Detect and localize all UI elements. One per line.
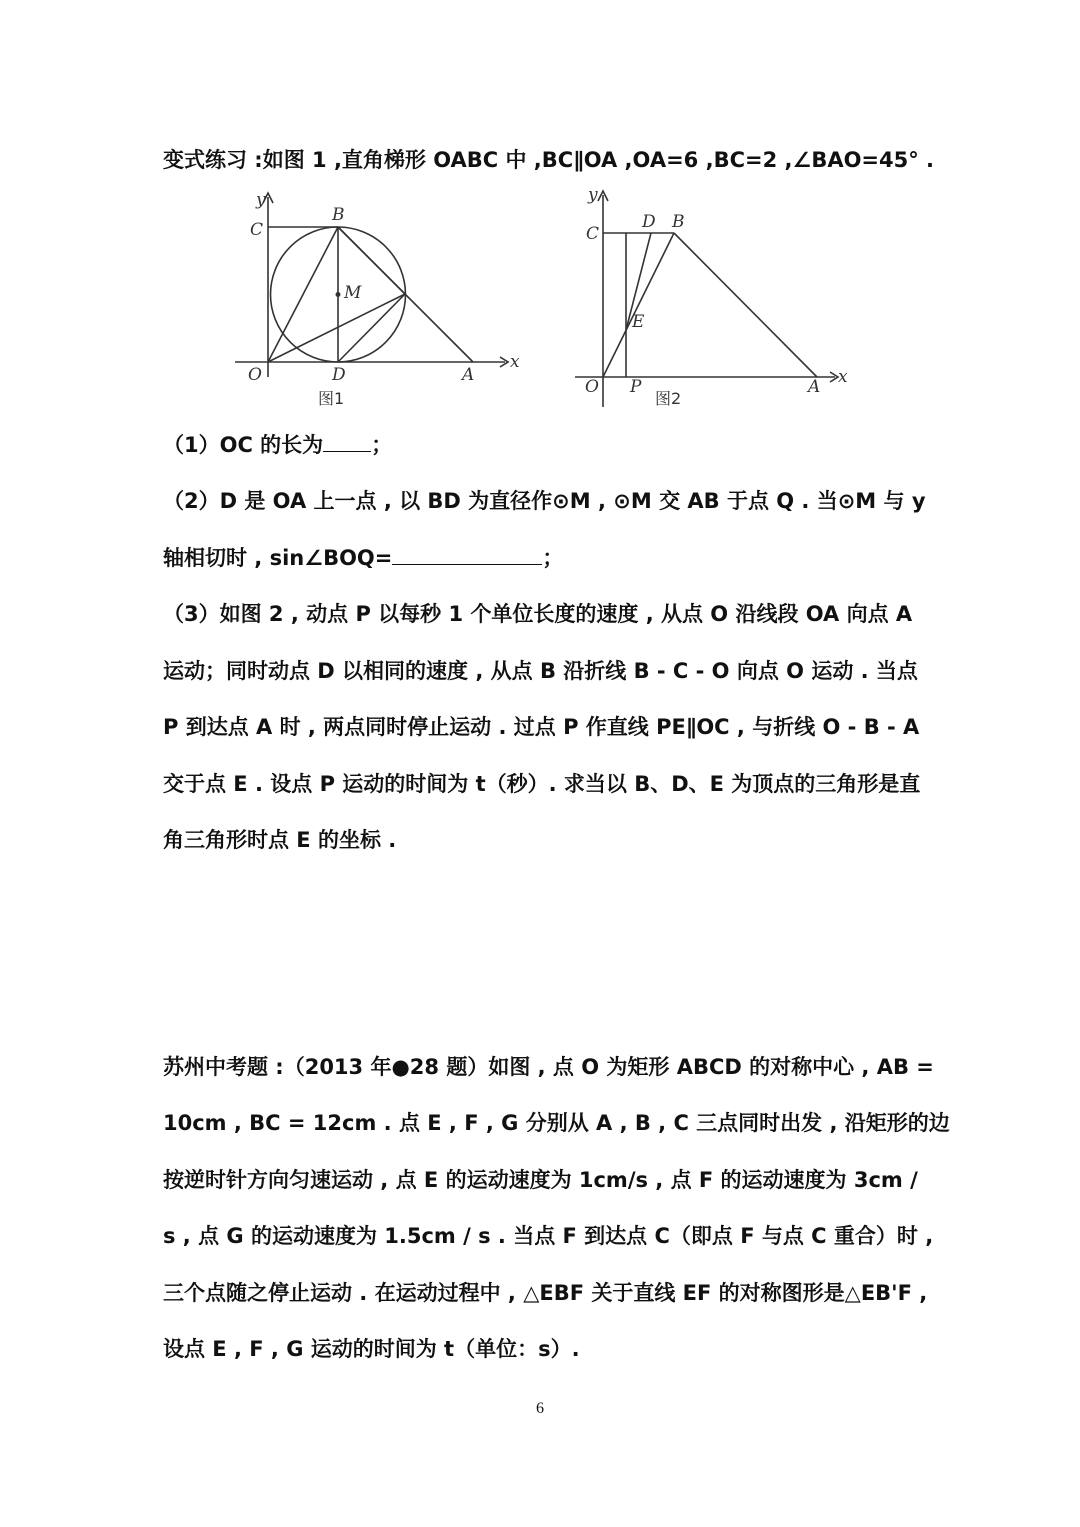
problem2-line-4: s , 点 G 的运动速度为 1.5cm / s . 当点 F 到达点 C（即点 F 与点 C 重合）时 , bbox=[163, 1224, 934, 1248]
label-C: C bbox=[250, 220, 264, 240]
label-y: y bbox=[256, 190, 266, 210]
segment-OB bbox=[603, 233, 674, 377]
label-D: D bbox=[332, 365, 346, 385]
question-2-text: 轴相切时 , sin∠BOQ= bbox=[163, 546, 393, 570]
label-x: x bbox=[838, 367, 848, 387]
label-B: B bbox=[332, 205, 345, 225]
label-y: y bbox=[588, 185, 598, 205]
question-3-line-3: P 到达点 A 时 , 两点同时停止运动 . 过点 P 作直线 PE∥OC , 与折线 O - B - A bbox=[163, 715, 920, 739]
label-x: x bbox=[510, 352, 520, 372]
label-E: E bbox=[632, 312, 645, 332]
label-O: O bbox=[585, 377, 599, 397]
problem2-line-6: 设点 E , F , G 运动的时间为 t（单位：s）. bbox=[163, 1337, 580, 1361]
figure-2-caption: 图2 bbox=[655, 389, 682, 408]
question-3-line-2: 运动；同时动点 D 以相同的速度 , 从点 B 沿折线 B - C - O 向点 O 运动 . 当点 bbox=[163, 659, 918, 683]
label-A: A bbox=[808, 377, 821, 397]
segment-BA bbox=[674, 233, 817, 377]
segment-OB bbox=[268, 227, 338, 362]
label-C: C bbox=[586, 224, 600, 244]
problem1-intro: 变式练习 :如图 1 ,直角梯形 OABC 中 ,BC∥OA ,OA=6 ,BC=2 ,∠BAO=45° . bbox=[163, 148, 935, 172]
problem2-line-1: 苏州中考题 :（2013 年●28 题）如图 , 点 O 为矩形 ABCD 的对称中心 , AB = bbox=[163, 1055, 934, 1079]
page-number: 6 bbox=[536, 1400, 544, 1417]
answer-blank-2[interactable] bbox=[392, 544, 542, 565]
label-M: M bbox=[344, 283, 362, 303]
question-2-line-1: （2）D 是 OA 上一点 , 以 BD 为直径作⊙M , ⊙M 交 AB 于点 Q . 当⊙M 与 y bbox=[163, 489, 926, 513]
figure-2 bbox=[570, 185, 860, 415]
problem2-line-2: 10cm , BC = 12cm . 点 E , F , G 分别从 A , B , C 三点同时出发 , 沿矩形的边 bbox=[163, 1111, 950, 1135]
question-2-line-2 bbox=[163, 543, 563, 573]
label-O: O bbox=[248, 365, 262, 385]
answer-blank-1[interactable] bbox=[323, 431, 371, 452]
question-3-line-5: 角三角形时点 E 的坐标 . bbox=[163, 828, 397, 852]
figure-1-caption: 图1 bbox=[318, 389, 345, 408]
point-M bbox=[336, 292, 341, 297]
question-3-line-4: 交于点 E . 设点 P 运动的时间为 t（秒）. 求当以 B、D、E 为顶点的三角形是直 bbox=[163, 772, 921, 796]
label-A: A bbox=[462, 365, 475, 385]
question-2-end: ； bbox=[542, 546, 564, 570]
question-1-end: ； bbox=[371, 433, 393, 457]
problem2-line-5: 三个点随之停止运动 . 在运动过程中 , △EBF 关于直线 EF 的对称图形是△EB'F , bbox=[163, 1281, 928, 1305]
problem2-line-3: 按逆时针方向匀速运动 , 点 E 的运动速度为 1cm/s , 点 F 的运动速度为 3cm / bbox=[163, 1168, 918, 1192]
label-P: P bbox=[630, 377, 642, 397]
question-1-text: （1）OC 的长为 bbox=[163, 433, 324, 457]
label-B: B bbox=[672, 212, 685, 232]
segment-DQ bbox=[338, 294, 405, 362]
figure-1 bbox=[230, 185, 530, 415]
segment-OQ bbox=[268, 294, 405, 362]
question-3-line-1: （3）如图 2 , 动点 P 以每秒 1 个单位长度的速度 , 从点 O 沿线段 OA 向点 A bbox=[163, 602, 913, 626]
question-1 bbox=[163, 430, 392, 460]
label-D: D bbox=[642, 212, 656, 232]
